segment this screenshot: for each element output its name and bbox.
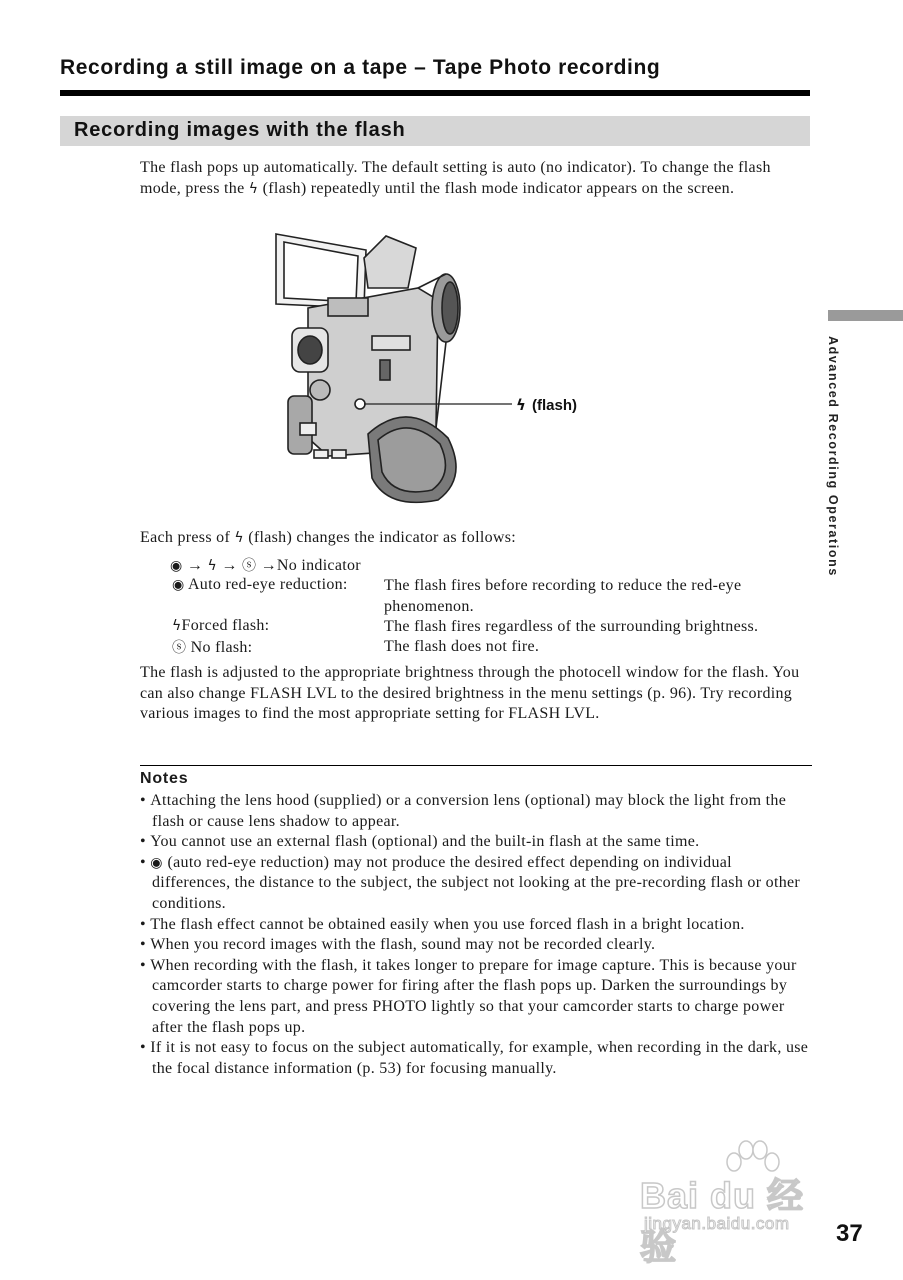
page-title: Recording a still image on a tape – Tape Photo recording [60,56,661,79]
list-item: • Attaching the lens hood (supplied) or a conversion lens (optional) may block the light from the flash or cause lens shadow to appear. [140,791,812,832]
after-paragraph: The flash is adjusted to the appropriate brightness through the photocell window for the flash. You can also change FLASH LVL to the desired brightness in the menu settings (p. 96). Try recording various images to find the most appropriate setting for FLASH LVL. [140,664,800,723]
definition-desc-1: The flash fires before recording to reduce the red-eye phenomenon. [384,577,742,615]
flash-icon: ϟ [172,618,182,634]
list-item: • If it is not easy to focus on the subject automatically, for example, when recording in the dark, use the focal distance information (p. 53) for focusing manually. [140,1038,812,1079]
callout-label: (flash) [532,397,577,414]
page-number: 37 [836,1220,863,1247]
notes-list [140,791,812,1079]
watermark [640,1140,840,1267]
arrow-icon: → [221,557,238,574]
sequence-intro-text-1: Each press of [140,529,235,546]
intro-text-1: The flash pops up automatically. The default setting is auto (no indicator). To change the flash mode, press the [140,159,771,197]
sequence-intro-text-2: (flash) changes the indicator as follows: [243,529,517,546]
sequence-intro [140,528,812,549]
definition-desc-2: The flash fires regardless of the surrounding brightness. [384,618,759,635]
no-flash-icon: ⓢ [241,558,257,574]
sequence-end-label: No indicator [276,557,361,574]
intro-text-2: (flash) repeatedly until the flash mode indicator appears on the screen. [258,179,735,197]
title-rule [60,90,810,96]
intro-paragraph [140,158,812,199]
list-item: • The flash effect cannot be obtained easily when you use forced flash in a bright location. [140,915,812,936]
sequence-line [170,555,361,575]
watermark-brand: Bai du 经验 [640,1175,805,1267]
flash-unit [364,236,416,288]
arrow-icon: → [260,557,277,574]
watermark-url: jingyan.baidu.com [644,1214,790,1233]
redeye-icon: ◉ [170,558,183,574]
flash-icon: ϟ [234,530,244,546]
flash-icon: ϟ [207,558,218,574]
flash-icon: ϟ [248,180,259,197]
side-label: Advanced Recording Operations [826,336,840,577]
notes-heading: Notes [140,770,189,787]
list-item: • When you record images with the flash, sound may not be recorded clearly. [140,935,812,956]
definition-term-2: ϟForced flash: [172,617,270,634]
definition-term-1: ◉ Auto red-eye reduction: [172,576,348,593]
arrow-icon: → [186,557,204,574]
redeye-icon: ◉ [172,577,185,593]
flash-button [355,399,365,409]
list-item: • ◉ (auto red-eye reduction) may not produce the desired effect depending on individual differences, the distance to the subject, the subject not looking at the pre-recording flash or other conditions. [140,853,812,915]
section-title: Recording images with the flash [74,119,406,141]
flash-icon: ϟ [516,396,526,414]
definition-term-3: ⓢ No flash: [172,639,253,656]
no-flash-icon: ⓢ [172,640,187,656]
list-item: • You cannot use an external flash (optional) and the built-in flash at the same time. [140,832,812,853]
notes-rule [140,765,812,766]
redeye-icon: ◉ [150,854,168,871]
section-header [60,116,810,146]
list-item: • When recording with the flash, it takes longer to prepare for image capture. This is because your camcorder starts to charge power for firing after the flash pops up. Darken the surroundings by covering the lens part, and press PHOTO lightly so that your camcorder starts to charge power after the flash pops up. [140,956,812,1038]
side-tab [828,310,903,321]
camcorder-illustration [268,228,598,518]
definition-desc-3: The flash does not fire. [384,638,540,655]
